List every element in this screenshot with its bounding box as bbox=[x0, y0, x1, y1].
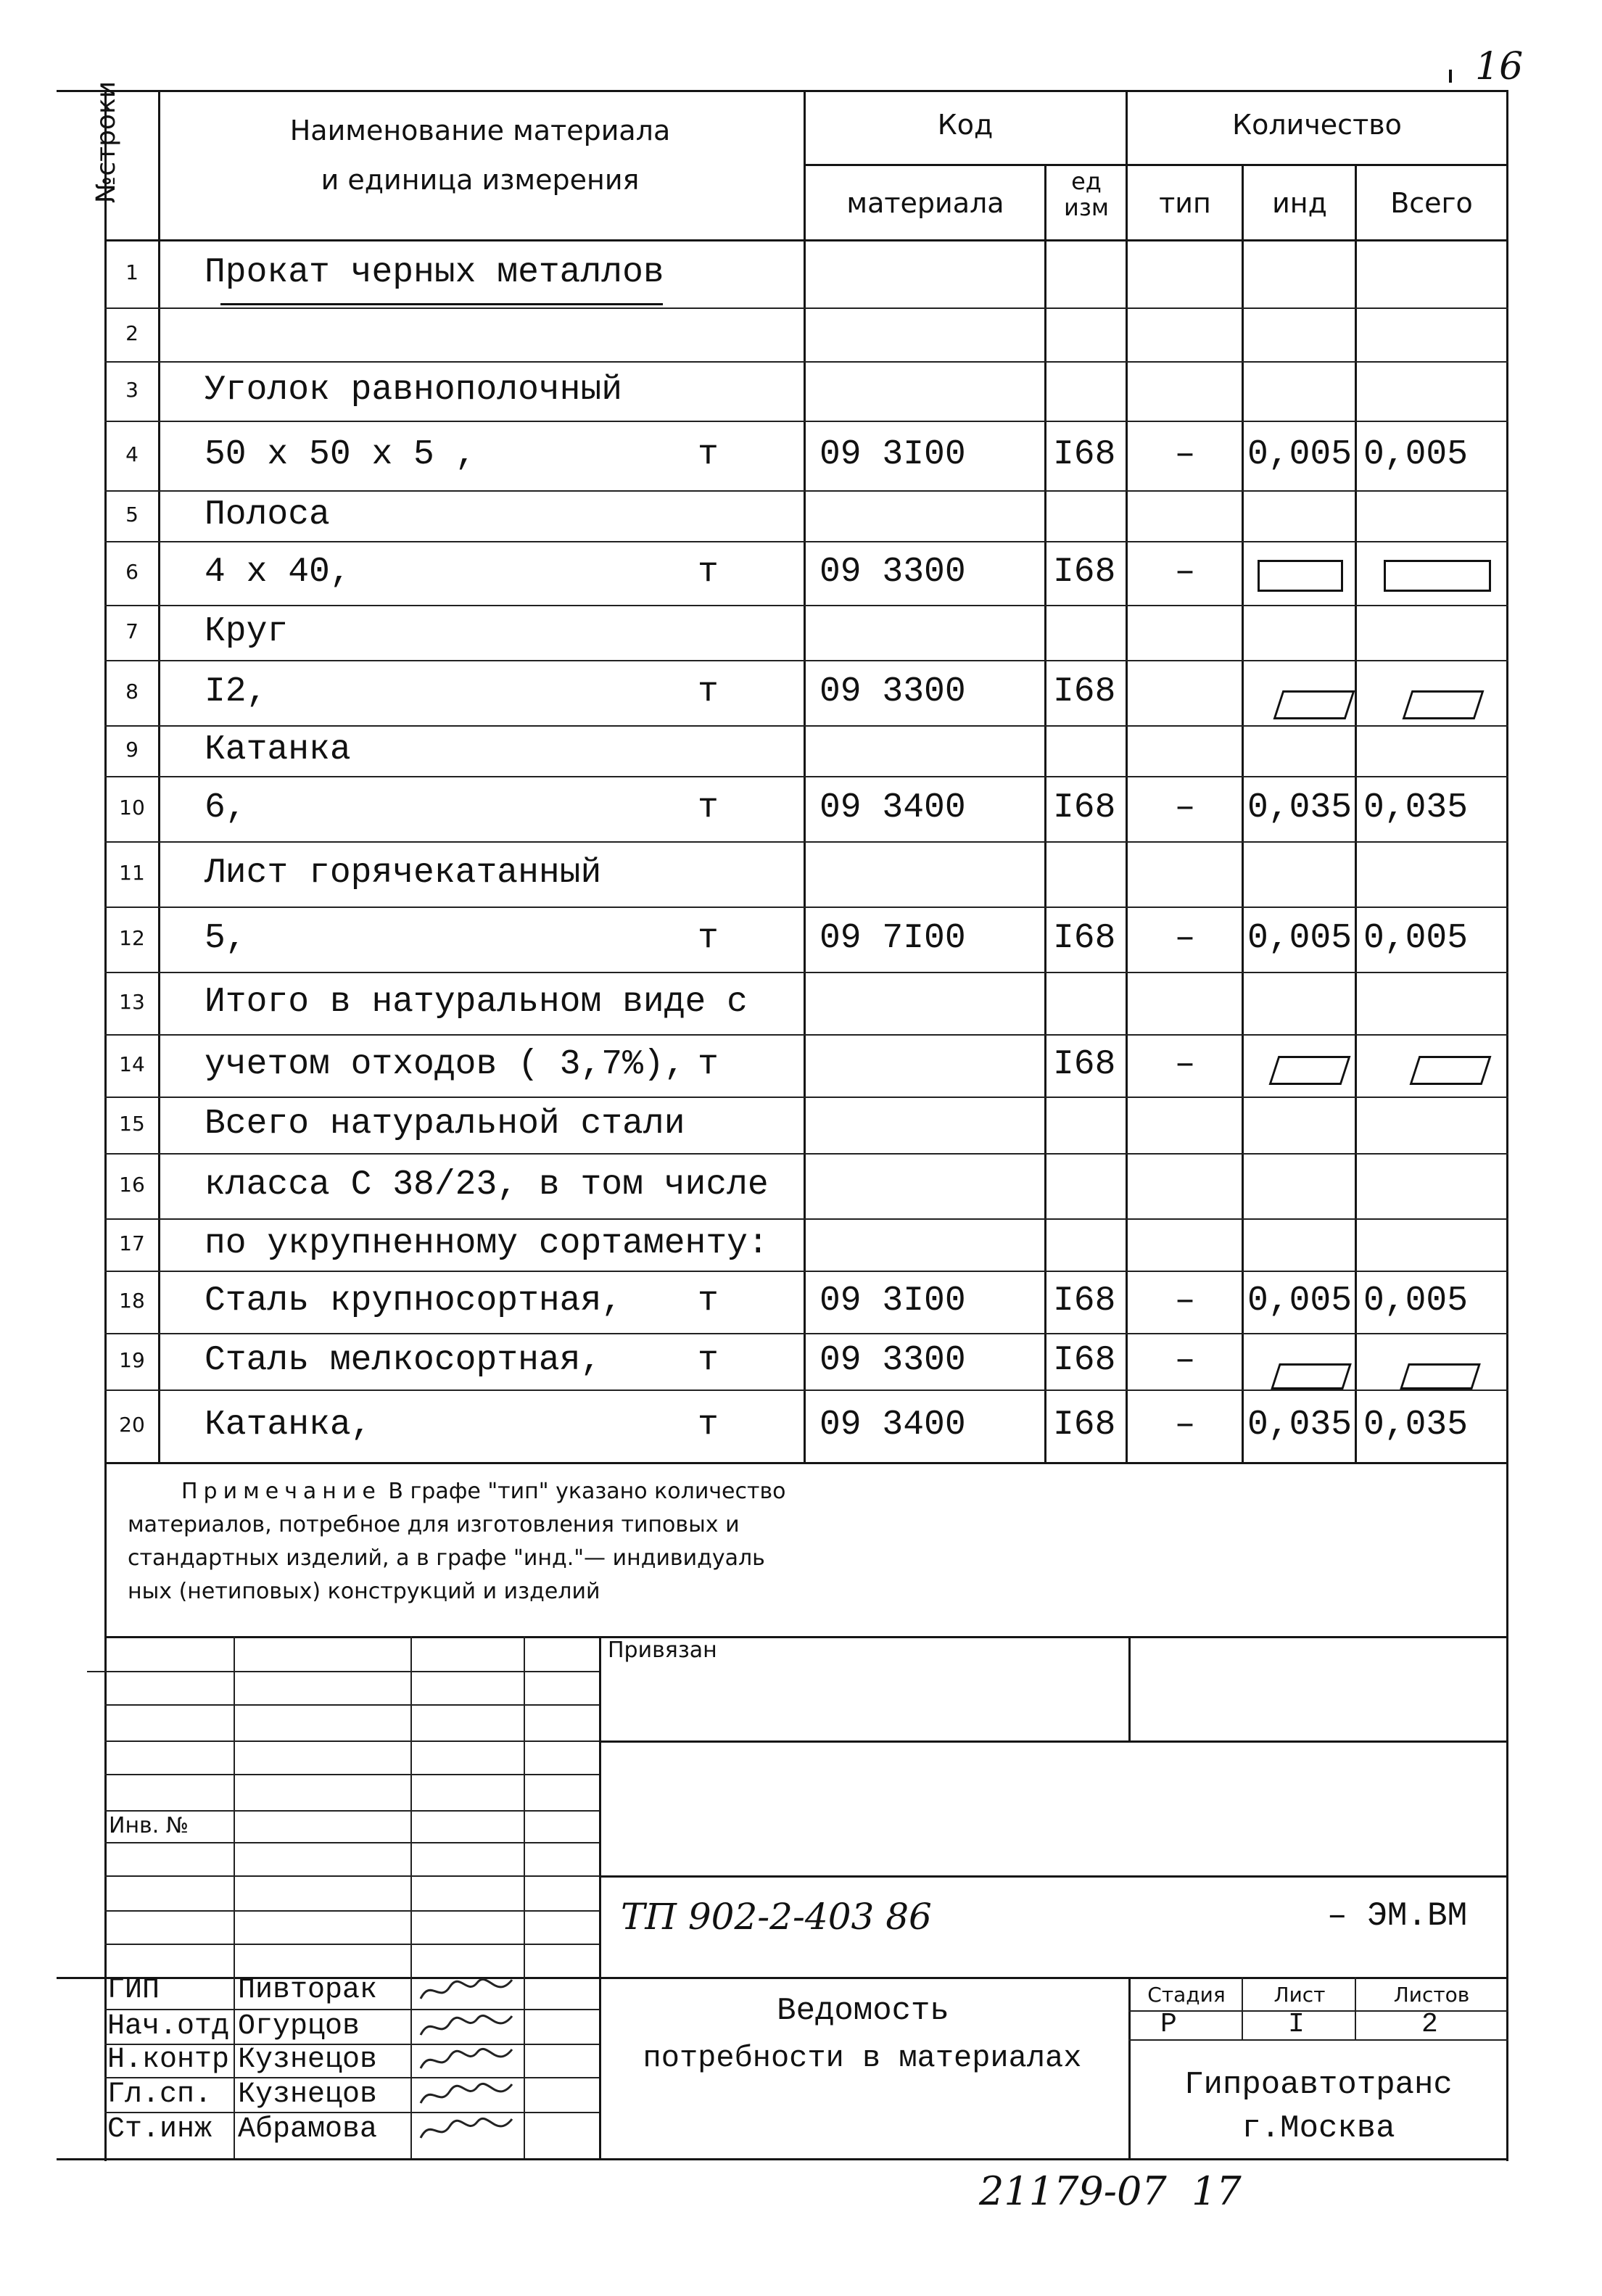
row-separator bbox=[104, 421, 1508, 422]
signatory-name: Кузнецов bbox=[238, 2078, 378, 2111]
unit-code: I68 bbox=[1053, 788, 1116, 827]
unit: т bbox=[698, 1405, 719, 1445]
material-name: учетом отходов ( 3,7%), bbox=[205, 1045, 685, 1084]
row-separator bbox=[104, 541, 1508, 542]
qty-total-header: Всего bbox=[1390, 187, 1473, 219]
sheet-value: I bbox=[1288, 2009, 1305, 2040]
signatory-name: Абрамова bbox=[238, 2113, 378, 2146]
row-number: 9 bbox=[125, 738, 139, 761]
qty-type-header: тип bbox=[1159, 187, 1211, 219]
organization-name: Гипроавтотранс bbox=[1184, 2067, 1453, 2103]
inventory-number-label: Инв. № bbox=[109, 1813, 189, 1838]
document-title-line1: Ведомость bbox=[777, 1993, 949, 2029]
qty-type: – bbox=[1174, 1341, 1196, 1380]
qty-ind: 0,005 bbox=[1247, 919, 1353, 958]
code-material-header: материала bbox=[846, 187, 1004, 219]
row-separator bbox=[104, 1034, 1508, 1036]
unit: т bbox=[698, 1045, 719, 1084]
document-code-text: ТП 902-2-403 86 bbox=[621, 1896, 932, 1938]
row-number: 4 bbox=[125, 442, 139, 466]
quantity-header: Количество bbox=[1232, 109, 1402, 141]
row-number: 13 bbox=[119, 990, 145, 1014]
row-separator bbox=[104, 490, 1508, 492]
signature-scribble bbox=[416, 2044, 518, 2076]
row-number: 2 bbox=[125, 321, 139, 345]
unit: т bbox=[698, 919, 719, 958]
material-name: Катанка, bbox=[205, 1405, 372, 1445]
row-separator bbox=[104, 841, 1508, 843]
signatory-name: Огурцов bbox=[238, 2010, 360, 2043]
row-separator bbox=[104, 660, 1508, 661]
signature-scribble bbox=[416, 1974, 518, 2006]
unit-code: I68 bbox=[1053, 1341, 1116, 1380]
signature-scribble bbox=[416, 2010, 518, 2042]
unit-code: I68 bbox=[1053, 1045, 1116, 1084]
row-number-header: №строки bbox=[91, 80, 121, 204]
material-name: 4 x 40, bbox=[205, 553, 351, 592]
qty-total: 0,035 bbox=[1363, 1405, 1469, 1445]
material-name-header-line2: и единица измерения bbox=[321, 164, 640, 196]
qty-type: – bbox=[1174, 435, 1196, 474]
row-number: 3 bbox=[125, 378, 139, 402]
unit: т bbox=[698, 435, 719, 474]
qty-total: 0,005 bbox=[1363, 435, 1469, 474]
stage-value: Р bbox=[1160, 2009, 1177, 2040]
unit-code: I68 bbox=[1053, 435, 1116, 474]
material-name: Всего натуральной стали bbox=[205, 1104, 685, 1144]
sheets-value: 2 bbox=[1421, 2009, 1438, 2040]
qty-type: – bbox=[1174, 919, 1196, 958]
material-name: класса С 38/23, в том числе bbox=[205, 1165, 769, 1205]
blank-parallelogram-mark bbox=[1403, 690, 1485, 719]
qty-type: – bbox=[1174, 788, 1196, 827]
qty-ind: 0,035 bbox=[1247, 1405, 1353, 1445]
row-separator bbox=[104, 1097, 1508, 1098]
qty-total: 0,005 bbox=[1363, 1281, 1469, 1321]
document-code bbox=[621, 1896, 932, 1941]
document-suffix: – ЭМ.ВМ bbox=[1327, 1897, 1468, 1935]
row-number: 12 bbox=[119, 926, 145, 950]
material-name: Сталь мелкосортная, bbox=[205, 1341, 602, 1380]
unit-code-header: ед изм bbox=[1064, 168, 1109, 221]
blank-parallelogram-mark bbox=[1400, 1363, 1481, 1389]
unit: т bbox=[698, 672, 719, 711]
stage-label: Стадия bbox=[1147, 1983, 1226, 2007]
unit-code: I68 bbox=[1053, 919, 1116, 958]
qty-type: – bbox=[1174, 1045, 1196, 1084]
unit: т bbox=[698, 1281, 719, 1321]
material-name: I2, bbox=[205, 672, 268, 711]
row-number: 17 bbox=[119, 1231, 145, 1255]
material-name: 5, bbox=[205, 919, 247, 958]
material-name: по укрупненному сортаменту: bbox=[205, 1224, 769, 1263]
material-code: 09 3300 bbox=[819, 1341, 966, 1380]
document-title-line2: потребности в материалах bbox=[643, 2041, 1082, 2076]
material-code: 09 3I00 bbox=[819, 1281, 966, 1321]
row-separator bbox=[104, 1153, 1508, 1155]
material-name: Полоса bbox=[205, 495, 330, 534]
blank-parallelogram-mark bbox=[1269, 1056, 1351, 1085]
row-separator bbox=[104, 1389, 1508, 1391]
row-number: 6 bbox=[125, 560, 139, 584]
qty-type: – bbox=[1174, 1405, 1196, 1445]
signatory-role: Ст.инж bbox=[107, 2113, 212, 2146]
privyazan-label: Привязан bbox=[608, 1638, 717, 1663]
note-line2: материалов, потребное для изготовления типовых и bbox=[128, 1512, 740, 1537]
material-name: Круг bbox=[205, 612, 289, 651]
row-number: 11 bbox=[119, 861, 145, 885]
signatory-role: Гл.сп. bbox=[107, 2078, 212, 2111]
row-separator bbox=[104, 307, 1508, 309]
material-name-header-line1: Наименование материала bbox=[289, 115, 671, 146]
row-number: 20 bbox=[119, 1413, 145, 1437]
material-name: 6, bbox=[205, 788, 247, 827]
qty-ind: 0,035 bbox=[1247, 788, 1353, 827]
row-number: 8 bbox=[125, 680, 139, 703]
row-number: 16 bbox=[119, 1173, 145, 1197]
unit-code: I68 bbox=[1053, 553, 1116, 592]
blank-box-mark bbox=[1384, 560, 1491, 592]
note-line4: ных (нетиповых) конструкций и изделий bbox=[128, 1579, 600, 1604]
row-number: 14 bbox=[119, 1052, 145, 1076]
row-separator bbox=[104, 1333, 1508, 1334]
row-number: 15 bbox=[119, 1112, 145, 1136]
qty-ind: 0,005 bbox=[1247, 1281, 1353, 1321]
row-number: 5 bbox=[125, 503, 139, 526]
row-separator bbox=[104, 725, 1508, 727]
blank-parallelogram-mark bbox=[1410, 1056, 1492, 1085]
signatory-role: ГИП bbox=[107, 1974, 160, 2007]
material-code: 09 3400 bbox=[819, 1405, 966, 1445]
section-title-underline bbox=[220, 303, 663, 305]
organization-city: г.Москва bbox=[1242, 2110, 1395, 2147]
row-separator bbox=[104, 1271, 1508, 1272]
sheets-label: Листов bbox=[1393, 1983, 1470, 2007]
unit-code: I68 bbox=[1053, 672, 1116, 711]
material-name: Лист горячекатанный bbox=[205, 854, 602, 893]
qty-ind-header: инд bbox=[1272, 187, 1327, 219]
note-label: Примечание bbox=[181, 1479, 381, 1504]
qty-total: 0,005 bbox=[1363, 919, 1469, 958]
material-name: Прокат черных металлов bbox=[205, 253, 664, 292]
row-number: 19 bbox=[119, 1348, 145, 1372]
material-code: 09 3300 bbox=[819, 672, 966, 711]
material-code: 09 3300 bbox=[819, 553, 966, 592]
qty-total: 0,035 bbox=[1363, 788, 1469, 827]
row-separator bbox=[104, 1218, 1508, 1220]
blank-parallelogram-mark bbox=[1271, 1363, 1352, 1389]
material-code: 09 3400 bbox=[819, 788, 966, 827]
material-name: 50 x 50 x 5 , bbox=[205, 435, 476, 474]
row-number: 18 bbox=[119, 1289, 145, 1313]
note-line3: стандартных изделий, а в графе "инд."— индивидуаль bbox=[128, 1545, 765, 1571]
material-name: Уголок равнополочный bbox=[205, 371, 623, 410]
code-header: Код bbox=[937, 109, 994, 141]
page-number: 16 bbox=[1475, 45, 1524, 88]
unit: т bbox=[698, 788, 719, 827]
unit: т bbox=[698, 1341, 719, 1380]
qty-ind: 0,005 bbox=[1247, 435, 1353, 474]
row-number: 7 bbox=[125, 619, 139, 643]
note-text1: В графе "тип" указано количество bbox=[381, 1479, 786, 1504]
signatory-role: Нач.отд bbox=[107, 2010, 230, 2043]
row-separator bbox=[104, 361, 1508, 363]
row-separator bbox=[104, 605, 1508, 606]
row-separator bbox=[104, 776, 1508, 777]
unit-code: I68 bbox=[1053, 1281, 1116, 1321]
unit-code: I68 bbox=[1053, 1405, 1116, 1445]
row-number: 10 bbox=[119, 796, 145, 819]
qty-type: – bbox=[1174, 553, 1196, 592]
blank-parallelogram-mark bbox=[1273, 690, 1355, 719]
signatory-name: Пивторак bbox=[238, 1974, 378, 2007]
material-name: Итого в натуральном виде с bbox=[205, 983, 748, 1022]
signatory-name: Кузнецов bbox=[238, 2044, 378, 2076]
material-name: Сталь крупносортная, bbox=[205, 1281, 623, 1321]
material-name: Катанка bbox=[205, 730, 351, 769]
archive-number: 21179-07 17 bbox=[979, 2168, 1242, 2214]
unit: т bbox=[698, 553, 719, 592]
row-number: 1 bbox=[125, 260, 139, 284]
row-separator bbox=[104, 907, 1508, 908]
signatory-role: Н.контр bbox=[107, 2044, 230, 2076]
sheet-label: Лист bbox=[1273, 1983, 1326, 2007]
row-separator bbox=[104, 972, 1508, 973]
signature-scribble bbox=[416, 2078, 518, 2110]
qty-type: – bbox=[1174, 1281, 1196, 1321]
material-code: 09 3I00 bbox=[819, 435, 966, 474]
blank-box-mark bbox=[1258, 560, 1343, 592]
signature-scribble bbox=[416, 2113, 518, 2145]
page-number-tick bbox=[1449, 70, 1452, 83]
note-line1 bbox=[181, 1475, 786, 1508]
material-code: 09 7I00 bbox=[819, 919, 966, 958]
